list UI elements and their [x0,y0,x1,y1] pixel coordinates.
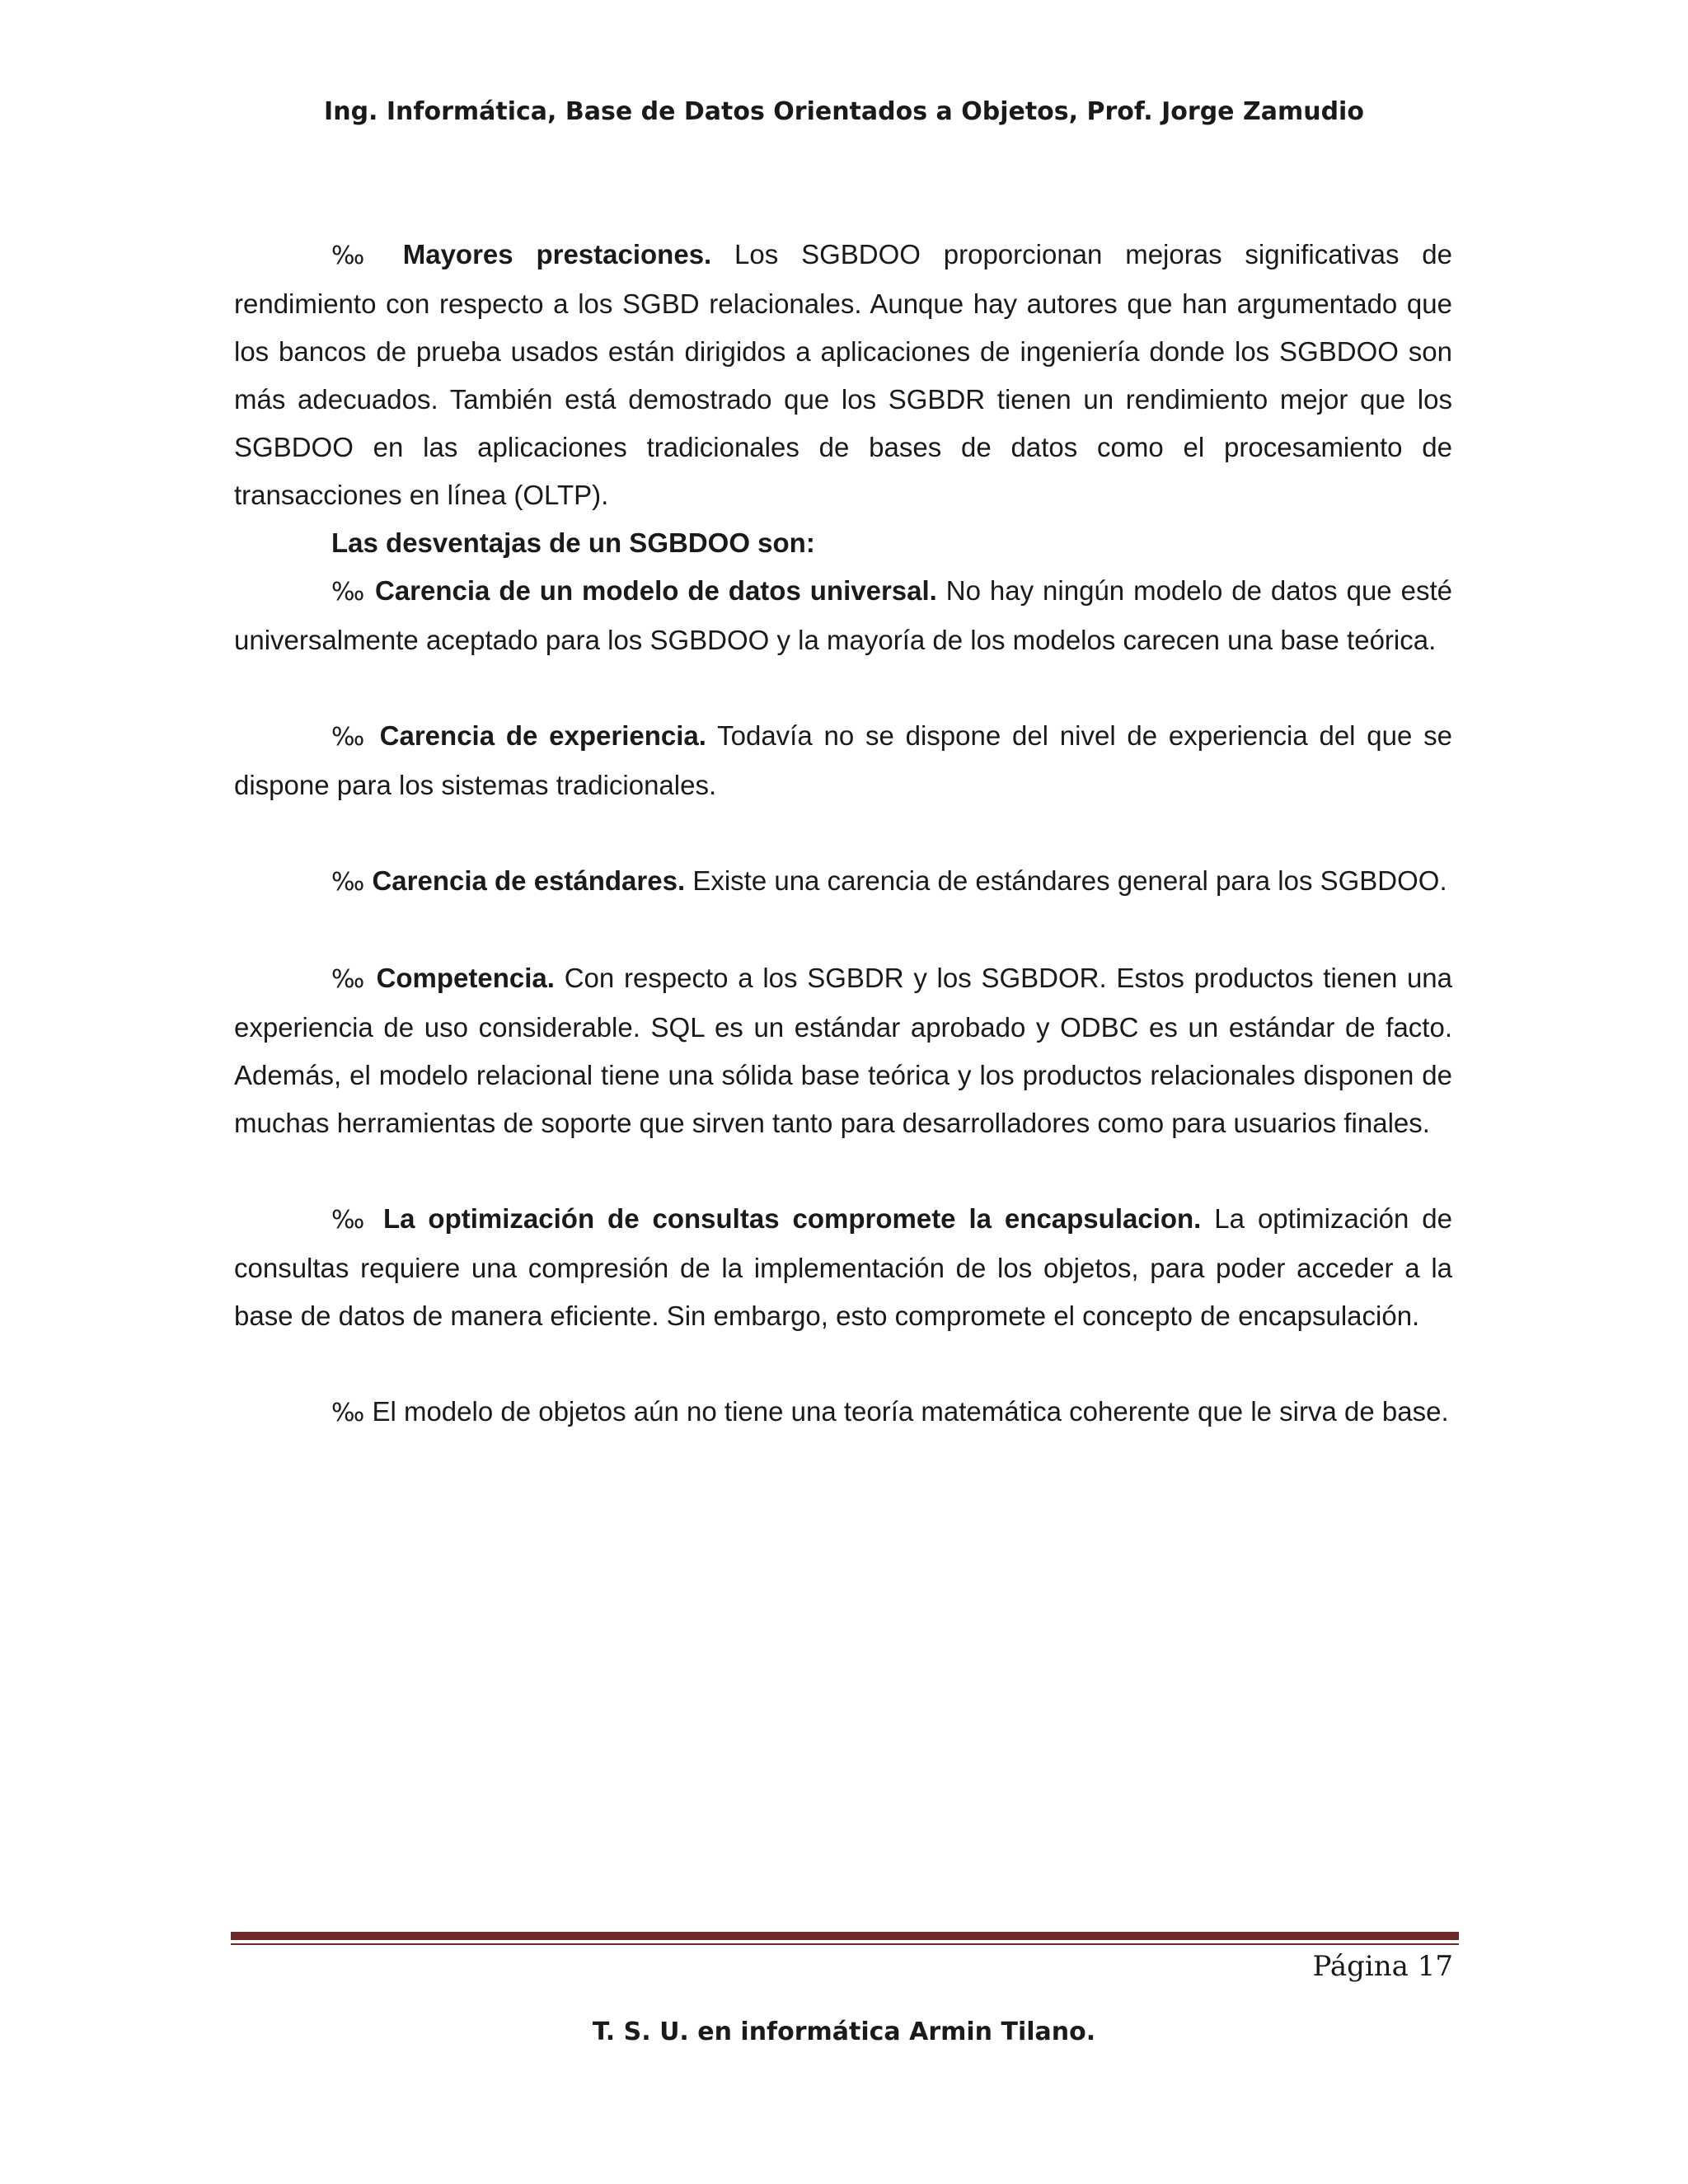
paragraph-text: Todavía no se dispone del nivel de experiencia del que se dispone para los sistemas tradicionales. [234,720,1452,800]
paragraph-carencia-modelo [234,567,1452,664]
paragraph-bold-lead: Carencia de estándares. [372,865,686,896]
paragraph-text: La optimización de consultas requiere una compresión de la implementación de los objetos, para poder acceder a la base de datos de manera eficiente. Sin embargo, esto compromete el concepto de encapsulación. [234,1203,1453,1331]
bullet-marker: ‰ [331,241,380,270]
footer-divider-thin [231,1943,1459,1945]
paragraph-bold-lead: Mayores prestaciones. [402,239,712,269]
paragraph-bold-lead: La optimización de consultas compromete la encapsulacion. [382,1203,1202,1234]
bullet-marker: ‰ [331,1206,371,1235]
paragraph-carencia-estandares [234,857,1452,907]
bullet-marker: ‰ [331,1399,365,1427]
paragraph-carencia-experiencia [234,712,1452,809]
bullet-marker: ‰ [331,578,367,607]
paragraph-bold-lead: Carencia de un modelo de datos universal. [374,575,937,606]
disadvantages-heading: Las desventajas de un SGBDOO son: [331,527,815,558]
footer-divider [231,1932,1459,1940]
paragraph-mayores-prestaciones [234,231,1452,519]
paragraph-competencia [234,954,1452,1147]
paragraph-text: Los SGBDOO proporcionan mejoras significativas de rendimiento con respecto a los SGBD relacionales. Aunque hay autores que han argumentado que los bancos de prueba usados están dirigidos a aplicaciones de ingeniería donde los SGBDOO son más adecuados. También está demostrado que los SGBDR tienen un rendimiento mejor que los SGBDOO en las aplicaciones tradicionales de bases de datos como el procesamiento de transacciones en línea (OLTP). [234,239,1452,510]
paragraph-text: Existe una carencia de estándares general para los SGBDOO. [692,865,1447,896]
paragraph-optimizacion [234,1195,1452,1340]
bullet-marker: ‰ [331,723,368,752]
footer-credit: T. S. U. en informática Armin Tilano. [592,2018,1096,2046]
paragraph-text: No hay ningún modelo de datos que esté universalmente aceptado para los SGBDOO y la mayoría de los modelos carecen una base teórica. [234,575,1452,655]
document-body [234,231,1452,1437]
page-header-title: Ing. Informática, Base de Datos Orientados a Objetos, Prof. Jorge Zamudio [324,97,1364,126]
paragraph-bold-lead: Carencia de experiencia. [379,720,706,751]
page-number: Página 17 [1312,1950,1453,1983]
bullet-marker: ‰ [331,965,367,994]
paragraph-modelo-objetos [234,1388,1452,1437]
bullet-marker: ‰ [331,868,365,897]
paragraph-bold-lead: Competencia. [376,963,555,993]
paragraph-text: Con respecto a los SGBDR y los SGBDOR. Estos productos tienen una experiencia de uso considerable. SQL es un estándar aprobado y ODBC es un estándar de facto. Además, el modelo relacional tiene una sólida base teórica y los productos relacionales disponen de muchas herramientas de soporte que sirven tanto para desarrolladores como para usuarios finales. [234,963,1453,1138]
paragraph-text: El modelo de objetos aún no tiene una teoría matemática coherente que le sirva de base. [372,1396,1449,1427]
